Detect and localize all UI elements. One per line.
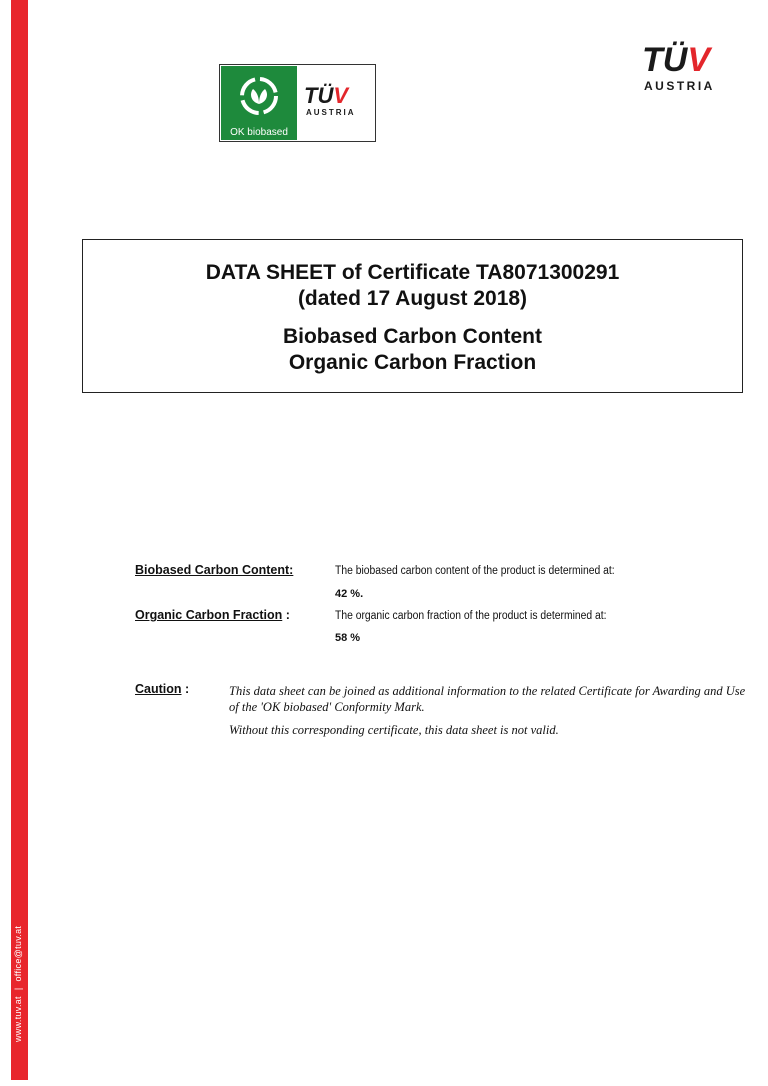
biobased-value: 42 %.: [335, 588, 364, 600]
ok-tuv-austria: AUSTRIA: [306, 108, 356, 117]
tuv-v-check: V: [687, 41, 711, 79]
organic-label-group: [135, 608, 290, 622]
tuv-austria-logo: [642, 43, 715, 93]
caution-colon: :: [185, 682, 190, 696]
organic-value: 58 %: [335, 632, 361, 644]
website-text: www.tuv.at: [13, 996, 23, 1042]
ok-tuv-word: TÜ: [304, 83, 334, 108]
title-organic: Organic Carbon Fraction: [288, 351, 537, 374]
organic-label: Organic Carbon Fraction: [135, 608, 283, 622]
title-box: [82, 239, 743, 393]
organic-text: The organic carbon fraction of the product is determined at:: [335, 610, 607, 622]
ok-biobased-logo: [219, 64, 376, 142]
ok-biobased-badge: [221, 66, 297, 140]
title-date: (dated 17 August 2018): [297, 287, 528, 310]
caution-label: Caution: [135, 682, 182, 696]
caution-label-group: [135, 682, 189, 696]
caution-text-2: Without this corresponding certificate, this data sheet is not valid.: [229, 723, 559, 737]
ok-biobased-label: OK biobased: [230, 127, 288, 138]
title-biobased: Biobased Carbon Content: [282, 325, 542, 348]
recycle-leaf-icon: [237, 74, 281, 118]
sidebar-contact: [13, 902, 25, 1042]
tuv-word: TÜ: [642, 41, 688, 79]
ok-tuv-logo: [304, 85, 356, 117]
tuv-austria-text: AUSTRIA: [644, 79, 715, 93]
biobased-label: Biobased Carbon Content:: [135, 563, 294, 577]
organic-colon: :: [285, 608, 290, 622]
ok-tuv-v-check: V: [333, 83, 349, 108]
title-certificate: DATA SHEET of Certificate TA8071300291: [205, 261, 620, 284]
biobased-text: The biobased carbon content of the product is determined at:: [335, 565, 615, 577]
email-text: office@tuv.at: [13, 925, 23, 982]
caution-text-1: This data sheet can be joined as additional information to the related Certificate for Awarding and Use of the 'OK biobased' Conformity Mark.: [229, 684, 746, 714]
separator: |: [13, 987, 23, 991]
